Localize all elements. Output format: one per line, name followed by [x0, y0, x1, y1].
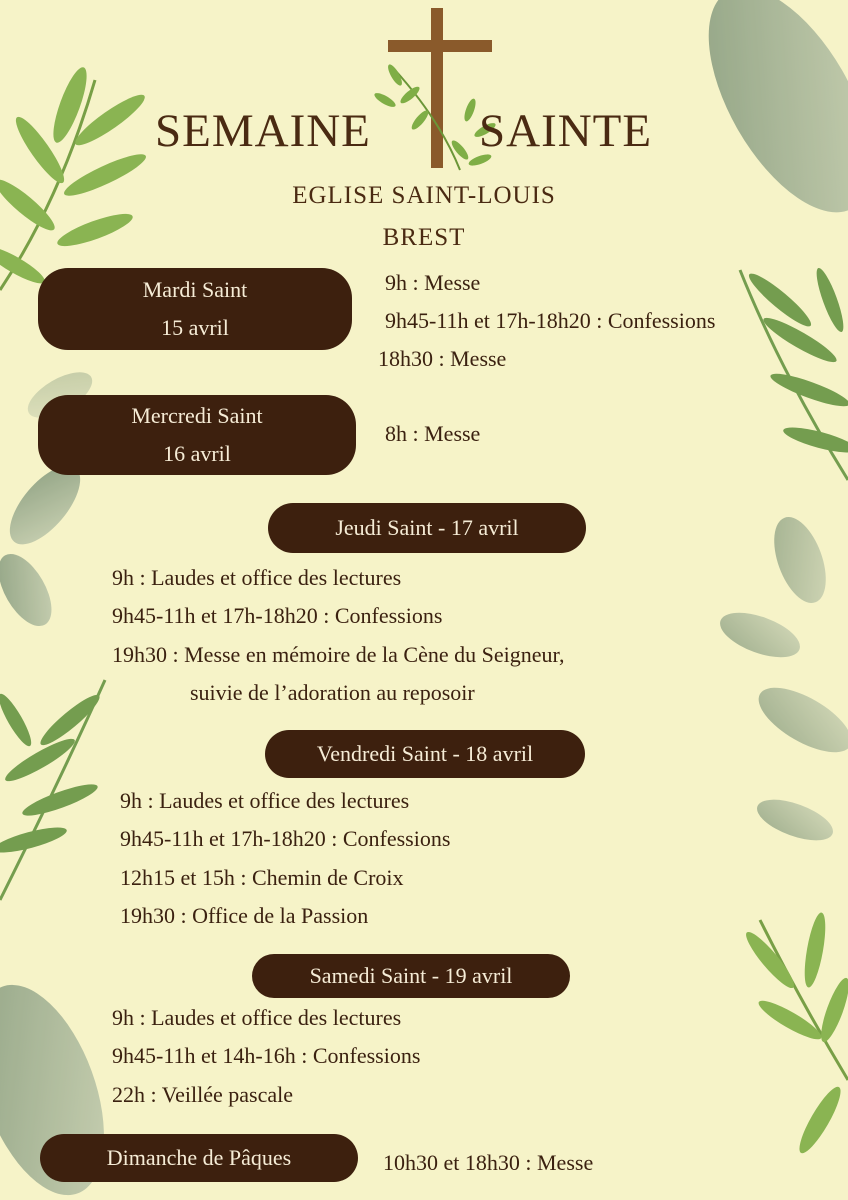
schedule-line: 12h15 et 15h : Chemin de Croix	[120, 865, 404, 890]
schedule-line: 9h : Laudes et office des lectures	[112, 565, 402, 590]
schedule-line: 9h : Messe	[385, 270, 481, 295]
day-badge-mercredi	[38, 395, 356, 475]
day-badge-samedi	[252, 954, 570, 998]
day-badge-jeudi	[268, 503, 586, 553]
day-date: 15 avril	[161, 315, 229, 340]
schedule-line: 9h : Laudes et office des lectures	[112, 1005, 402, 1030]
church-name: EGLISE SAINT-LOUIS	[292, 182, 556, 209]
schedule-line: 22h : Veillée pascale	[112, 1082, 294, 1107]
schedule-line: 9h45-11h et 17h-18h20 : Confessions	[112, 603, 443, 628]
day-date: 16 avril	[163, 441, 231, 466]
schedule-line: 19h30 : Messe en mémoire de la Cène du Seigneur,	[112, 642, 565, 667]
day-label: Jeudi Saint - 17 avril	[335, 515, 519, 540]
schedule-line: 10h30 et 18h30 : Messe	[383, 1150, 594, 1175]
day-name: Mercredi Saint	[131, 403, 263, 428]
day-label: Dimanche de Pâques	[106, 1145, 292, 1170]
title-right: SAINTE	[479, 105, 653, 157]
day-label: Vendredi Saint - 18 avril	[316, 741, 534, 766]
sage-leaf-icon	[714, 510, 848, 849]
schedule-line: 18h30 : Messe	[378, 346, 507, 371]
day-name: Mardi Saint	[142, 277, 248, 302]
schedule-line: suivie de l’adoration au reposoir	[190, 680, 475, 705]
title-left: SEMAINE	[155, 105, 371, 157]
palm-leaf-icon	[740, 266, 848, 480]
schedule-line: 9h45-11h et 17h-18h20 : Confessions	[385, 308, 716, 333]
schedule-line: 9h : Laudes et office des lectures	[120, 788, 410, 813]
palm-leaf-icon	[741, 911, 848, 1157]
day-badge-vendredi	[265, 730, 585, 778]
palm-leaf-icon	[0, 680, 105, 900]
day-label: Samedi Saint - 19 avril	[309, 963, 513, 988]
palm-leaf-icon	[0, 64, 150, 290]
day-badge-dimanche	[40, 1134, 358, 1182]
schedule-line: 9h45-11h et 14h-16h : Confessions	[112, 1043, 421, 1068]
schedule-line: 9h45-11h et 17h-18h20 : Confessions	[120, 826, 451, 851]
city-name: BREST	[382, 224, 466, 251]
day-badge-mardi	[38, 268, 352, 350]
schedule-line: 19h30 : Office de la Passion	[120, 903, 369, 928]
schedule-line: 8h : Messe	[385, 421, 481, 446]
wooden-cross-icon	[388, 8, 492, 168]
